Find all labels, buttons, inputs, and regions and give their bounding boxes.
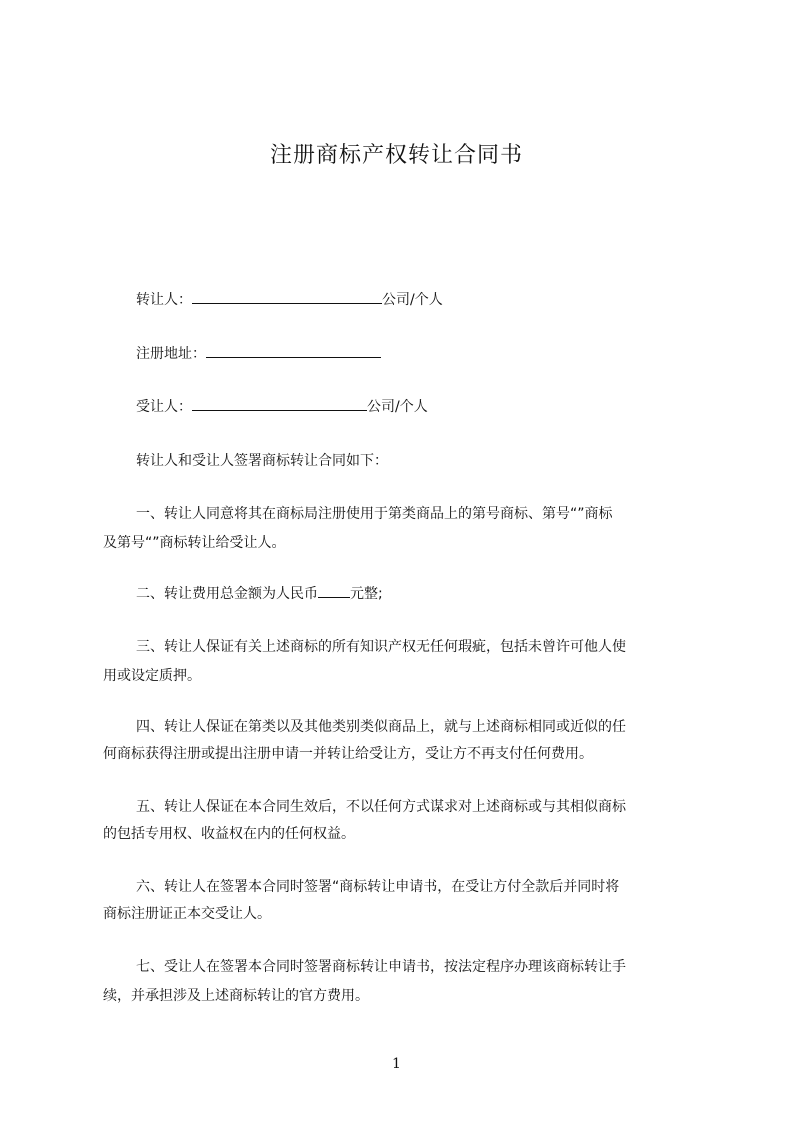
clause-5-line-1: 五、转让人保证在本合同生效后，不以任何方式谋求对上述商标或与其相似商标 <box>136 799 626 815</box>
clause-4-line-2: 何商标获得注册或提出注册申请一并转让给受让方，受让方不再支付任何费用。 <box>103 746 593 762</box>
clause-2-prefix: 二、转让费用总金额为人民币 <box>136 586 318 602</box>
transferor-name-blank <box>192 287 382 304</box>
clause-3-line-2: 用或设定质押。 <box>103 668 201 684</box>
transferor-type-label: 公司/个人 <box>382 292 443 308</box>
contract-intro: 转让人和受让人签署商标转让合同如下： <box>136 453 388 469</box>
transferee-type-label: 公司/个人 <box>367 399 428 415</box>
clause-6-line-2: 商标注册证正本交受让人。 <box>103 906 271 922</box>
transferee-label: 受让人： <box>136 399 192 415</box>
clause-2-line <box>103 580 736 609</box>
amount-blank <box>318 581 350 598</box>
transferor-line <box>103 286 736 315</box>
transferee-line <box>103 393 736 422</box>
address-line <box>103 340 736 369</box>
clause-1-line-2: 及第号“”商标转让给受让人。 <box>103 535 286 551</box>
transferor-label: 转让人： <box>136 292 192 308</box>
clause-6-line-1: 六、转让人在签署本合同时签署“商标转让申请书，在受让方付全款后并同时将 <box>136 879 620 895</box>
clause-7-line-1: 七、受让人在签署本合同时签署商标转让申请书，按法定程序办理该商标转让手 <box>136 959 626 975</box>
clause-4-line-1: 四、转让人保证在第类以及其他类别类似商品上，就与上述商标相同或近似的任 <box>136 719 626 735</box>
clause-3-line-1: 三、转让人保证有关上述商标的所有知识产权无任何瑕疵，包括未曾许可他人使 <box>136 639 626 655</box>
clause-7-line-2: 续，并承担涉及上述商标转让的官方费用。 <box>103 988 369 1004</box>
clause-5-line-2: 的包括专用权、收益权在内的任何权益。 <box>103 826 355 842</box>
clause-1-line-1: 一、转让人同意将其在商标局注册使用于第类商品上的第号商标、第号“”商标 <box>136 506 613 522</box>
transferee-name-blank <box>192 394 367 411</box>
address-label: 注册地址： <box>136 346 206 362</box>
address-blank <box>206 341 381 358</box>
page-number: 1 <box>392 1056 401 1072</box>
document-title: 注册商标产权转让合同书 <box>269 143 523 168</box>
clause-2-suffix: 元整; <box>350 586 383 602</box>
